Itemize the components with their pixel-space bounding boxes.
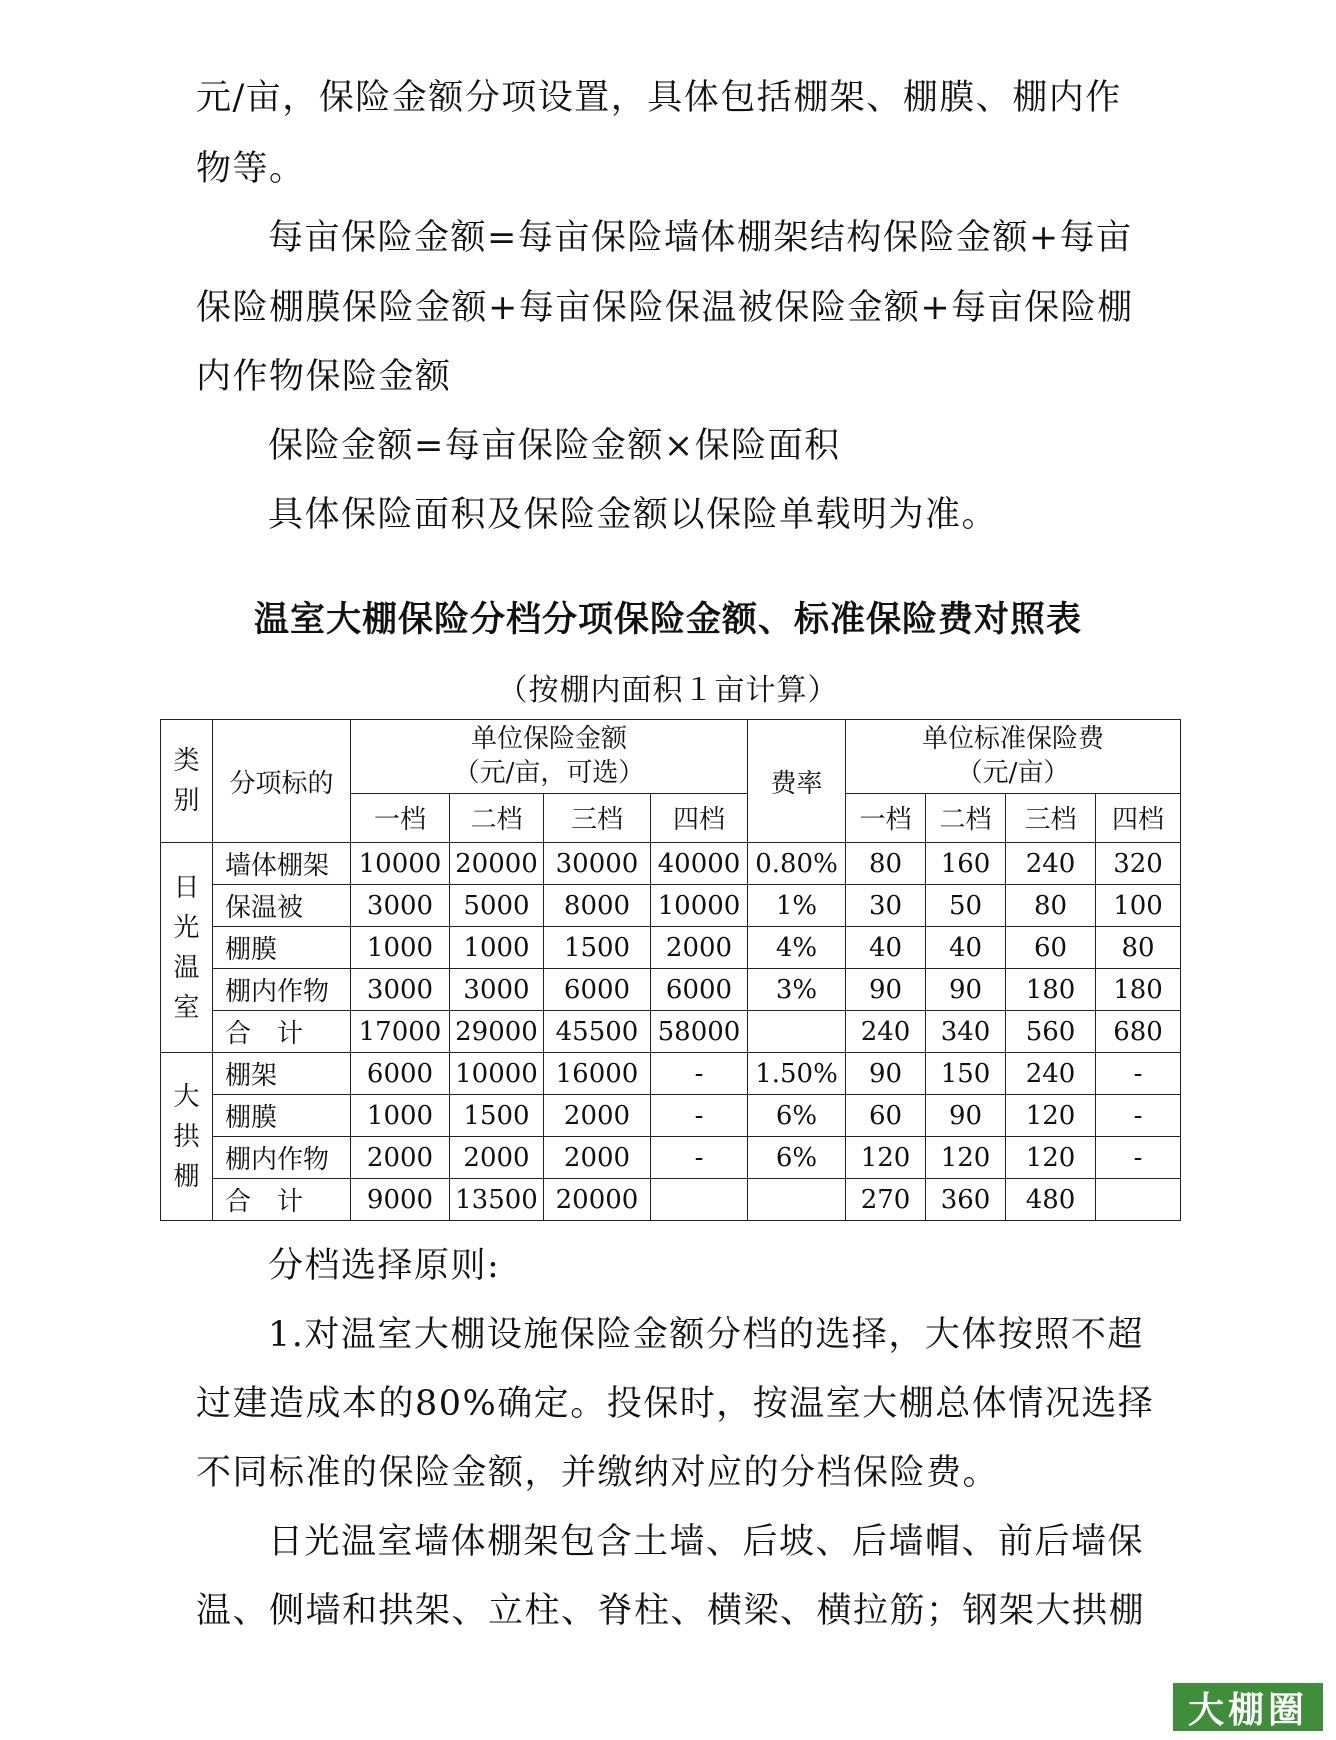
paragraph-line: 每亩保险金额=每亩保险墙体棚架结构保险金额+每亩 [268,218,1133,258]
rate-cell: 6% [748,1137,846,1179]
table-row [161,1137,1181,1179]
rate-cell: 1.50% [748,1053,846,1095]
amount-cell: 10000 [351,843,450,885]
table-row [161,885,1181,927]
amount-cell: 9000 [351,1179,450,1221]
amount-cell: 6000 [351,1053,450,1095]
amount-cell: 3000 [351,969,450,1011]
amount-cell: 1000 [450,927,544,969]
premium-cell: 680 [1096,1011,1181,1053]
premium-cell: 320 [1096,843,1181,885]
item-cell: 合 计 [213,1179,351,1221]
premium-cell: 90 [846,969,926,1011]
amount-cell: 17000 [351,1011,450,1053]
amount-cell: 2000 [544,1095,651,1137]
amount-cell: 16000 [544,1053,651,1095]
amount-cell: 2000 [351,1137,450,1179]
header-tier: 一档 [846,793,926,842]
paragraph-line: 温、侧墙和拱架、立柱、脊柱、横梁、横拉筋；钢架大拱棚 [196,1591,1146,1631]
rate-cell: 3% [748,969,846,1011]
item-cell: 棚膜 [213,927,351,969]
table-subtitle: （按棚内面积１亩计算） [497,673,839,708]
table-row [161,969,1181,1011]
amount-cell: 10000 [450,1053,544,1095]
premium-cell: 30 [846,885,926,927]
amount-cell: 8000 [544,885,651,927]
premium-cell: 560 [1006,1011,1096,1053]
amount-cell: 3000 [450,969,544,1011]
amount-cell [651,1179,748,1221]
premium-cell: 40 [926,927,1006,969]
header-tier: 一档 [351,793,450,842]
amount-cell: 1000 [351,1095,450,1137]
paragraph-line: 保险棚膜保险金额+每亩保险保温被保险金额+每亩保险棚 [196,288,1134,328]
amount-cell: 20000 [544,1179,651,1221]
amount-cell: 5000 [450,885,544,927]
premium-cell: 80 [1006,885,1096,927]
paragraph-line: 日光温室墙体棚架包含土墙、后坡、后墙帽、前后墙保 [268,1522,1145,1562]
amount-cell: - [651,1095,748,1137]
premium-cell: - [1096,1053,1181,1095]
premium-cell: 90 [926,1095,1006,1137]
formula-line: 保险金额=每亩保险金额×保险面积 [268,426,841,466]
premium-cell: 180 [1006,969,1096,1011]
rate-cell: 6% [748,1095,846,1137]
premium-cell: 270 [846,1179,926,1221]
premium-cell: 60 [846,1095,926,1137]
header-item: 分项标的 [213,720,351,843]
premium-cell: 120 [846,1137,926,1179]
premium-cell: 120 [1006,1137,1096,1179]
premium-cell: 240 [1006,1053,1096,1095]
table-row [161,1095,1181,1137]
premium-cell: 60 [1006,927,1096,969]
premium-cell [1096,1179,1181,1221]
item-cell: 棚内作物 [213,969,351,1011]
amount-cell: 30000 [544,843,651,885]
rate-cell [748,1011,846,1053]
item-cell: 合 计 [213,1011,351,1053]
paragraph-line: 物等。 [196,149,306,189]
item-cell: 棚架 [213,1053,351,1095]
amount-cell: 1500 [450,1095,544,1137]
table-row [161,1179,1181,1221]
premium-cell: 480 [1006,1179,1096,1221]
header-tier: 三档 [1006,793,1096,842]
header-tier: 三档 [544,793,651,842]
amount-cell: 2000 [651,927,748,969]
header-amount-group: 单位保险金额 （元/亩，可选） [351,720,748,794]
header-tier: 四档 [1096,793,1181,842]
premium-cell: - [1096,1095,1181,1137]
header-tier: 四档 [651,793,748,842]
header-tier: 二档 [450,793,544,842]
amount-cell: 10000 [651,885,748,927]
premium-cell: 120 [926,1137,1006,1179]
premium-cell: 40 [846,927,926,969]
paragraph-line: 元/亩，保险金额分项设置，具体包括棚架、棚膜、棚内作 [196,78,1122,118]
premium-cell: 90 [926,969,1006,1011]
amount-cell: 58000 [651,1011,748,1053]
rate-cell: 0.80% [748,843,846,885]
category-cell: 日 光 温 室 [161,843,213,1053]
amount-cell: - [651,1137,748,1179]
rate-cell: 4% [748,927,846,969]
premium-cell: 340 [926,1011,1006,1053]
premium-cell: 120 [1006,1095,1096,1137]
item-cell: 棚内作物 [213,1137,351,1179]
amount-cell: 6000 [651,969,748,1011]
amount-cell: 45500 [544,1011,651,1053]
item-cell: 保温被 [213,885,351,927]
paragraph-line: 具体保险面积及保险金额以保险单载明为准。 [268,495,999,535]
amount-cell: 13500 [450,1179,544,1221]
paragraph-line: 1.对温室大棚设施保险金额分档的选择，大体按照不超 [268,1315,1144,1355]
premium-cell: 100 [1096,885,1181,927]
amount-cell: - [651,1053,748,1095]
table-row [161,927,1181,969]
watermark-logo: 大棚圈 [1173,1683,1323,1731]
paragraph-line: 不同标准的保险金额，并缴纳对应的分档保险费。 [196,1453,1000,1493]
rate-cell: 1% [748,885,846,927]
table-title: 温室大棚保险分档分项保险金额、标准保险费对照表 [253,600,1082,640]
amount-cell: 6000 [544,969,651,1011]
amount-cell: 40000 [651,843,748,885]
premium-cell: 80 [846,843,926,885]
premium-cell: 150 [926,1053,1006,1095]
header-premium-group: 单位标准保险费 （元/亩） [846,720,1181,794]
table-row [161,843,1181,885]
premium-cell: 90 [846,1053,926,1095]
amount-cell: 2000 [450,1137,544,1179]
category-cell: 大 拱 棚 [161,1053,213,1221]
table-row [161,1053,1181,1095]
amount-cell: 1500 [544,927,651,969]
rate-cell [748,1179,846,1221]
table-header-row [161,720,1181,794]
amount-cell: 20000 [450,843,544,885]
premium-cell: - [1096,1137,1181,1179]
premium-cell: 50 [926,885,1006,927]
premium-cell: 360 [926,1179,1006,1221]
paragraph-line: 分档选择原则: [268,1246,501,1286]
amount-cell: 1000 [351,927,450,969]
amount-cell: 3000 [351,885,450,927]
paragraph-line: 过建造成本的80%确定。投保时，按温室大棚总体情况选择 [196,1384,1155,1424]
paragraph-line: 内作物保险金额 [196,357,452,397]
header-tier: 二档 [926,793,1006,842]
item-cell: 墙体棚架 [213,843,351,885]
header-rate: 费率 [748,720,846,843]
premium-cell: 240 [1006,843,1096,885]
amount-cell: 29000 [450,1011,544,1053]
amount-cell: 2000 [544,1137,651,1179]
header-category: 类 别 [161,720,213,843]
premium-table [160,719,1181,1221]
premium-cell: 180 [1096,969,1181,1011]
item-cell: 棚膜 [213,1095,351,1137]
premium-cell: 160 [926,843,1006,885]
table-row [161,1011,1181,1053]
premium-cell: 240 [846,1011,926,1053]
premium-cell: 80 [1096,927,1181,969]
